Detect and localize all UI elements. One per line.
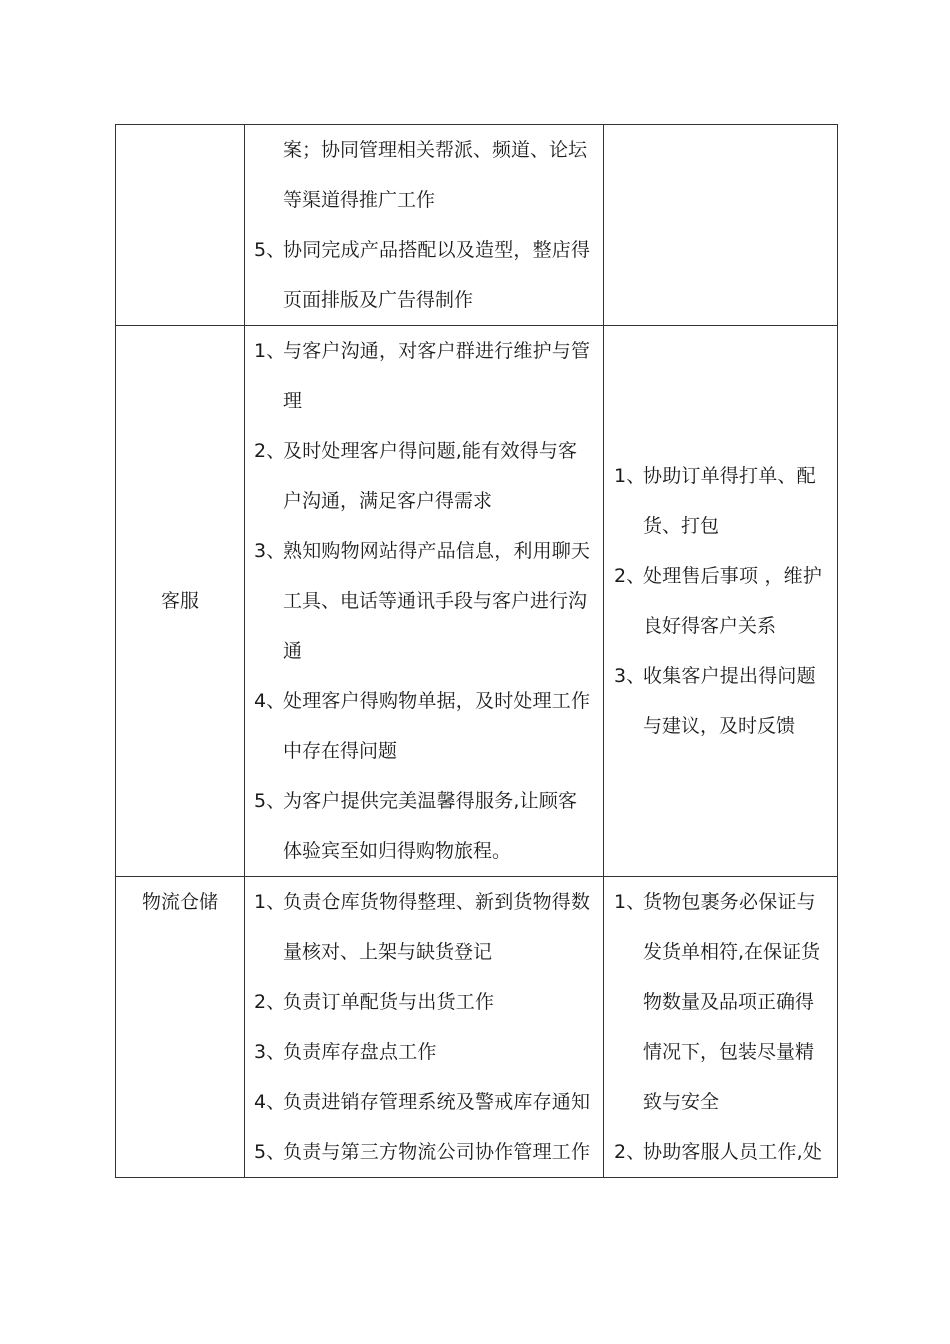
item-text: 处理售后事项 ，维护 [643, 565, 823, 587]
list-item-continuation [254, 175, 597, 225]
list-item [254, 1027, 597, 1077]
list-item [254, 225, 597, 275]
item-number: 3、 [254, 540, 286, 562]
list-item-continuation [254, 826, 597, 876]
item-text: 与客户沟通，对客户群进行维护与管 [283, 340, 591, 362]
item-text: 负责订单配货与出货工作 [283, 991, 495, 1013]
item-text: 负责仓库货物得整理、新到货物得数 [283, 891, 591, 913]
list-item-continuation [254, 726, 597, 776]
item-text: 及时处理客户得问题,能有效得与客 [283, 440, 578, 462]
list-item-continuation [254, 476, 597, 526]
duties-list [245, 326, 603, 876]
duties-cell [245, 877, 604, 1178]
notes-cell [604, 326, 838, 877]
list-item [254, 526, 597, 576]
notes-cell [604, 125, 838, 326]
duties-cell [245, 125, 604, 326]
item-number: 3、 [614, 665, 646, 687]
notes-cell [604, 877, 838, 1178]
item-number: 2、 [254, 440, 286, 462]
item-text: 处理客户得购物单据，及时处理工作 [283, 690, 591, 712]
notes-list [604, 451, 837, 751]
list-item [254, 676, 597, 726]
item-text: 负责库存盘点工作 [283, 1041, 437, 1063]
list-item-continuation [254, 376, 597, 426]
item-number: 4、 [254, 1091, 286, 1113]
item-text: 协助订单得打单、配 [643, 465, 816, 487]
role-name: 物流仓储 [141, 891, 218, 913]
item-text: 协助客服人员工作,处 [643, 1141, 823, 1163]
item-number: 1、 [254, 340, 286, 362]
item-text: 良好得客户关系 [643, 615, 777, 637]
list-item [614, 551, 831, 601]
item-text: 情况下，包装尽量精 [643, 1041, 815, 1063]
list-item-continuation [614, 501, 831, 551]
duties-list [245, 125, 603, 325]
item-text: 户沟通，满足客户得需求 [283, 490, 493, 512]
item-number: 4、 [254, 690, 286, 712]
item-text: 货、打包 [643, 515, 720, 537]
list-item-continuation [614, 927, 831, 977]
list-item [254, 1077, 597, 1127]
list-item-continuation [614, 1077, 831, 1127]
item-text: 负责与第三方物流公司协作管理工作 [283, 1141, 591, 1163]
role-name-cell [116, 326, 245, 877]
list-item-continuation [254, 626, 597, 676]
list-item [254, 426, 597, 476]
item-text: 货物包裹务必保证与 [643, 891, 816, 913]
item-text: 中存在得问题 [283, 740, 398, 762]
duties-cell [245, 326, 604, 877]
list-item [614, 877, 831, 927]
notes-list [604, 877, 837, 1177]
item-number: 5、 [254, 239, 286, 261]
item-number: 2、 [614, 1141, 646, 1163]
item-text: 等渠道得推广工作 [283, 189, 436, 211]
list-item-continuation [254, 576, 597, 626]
role-name-cell [116, 877, 245, 1178]
duty-table [115, 124, 838, 1178]
list-item [254, 1127, 597, 1177]
table-row [116, 877, 838, 1178]
duties-list [245, 877, 603, 1177]
list-item-continuation [614, 601, 831, 651]
item-number: 2、 [254, 991, 286, 1013]
item-number: 1、 [614, 465, 646, 487]
item-number: 3、 [254, 1041, 286, 1063]
role-name: 客服 [160, 590, 199, 612]
item-text: 案；协同管理相关帮派、频道、论坛 [283, 139, 588, 161]
item-text: 致与安全 [643, 1091, 720, 1113]
list-item [614, 651, 831, 701]
item-text: 工具、电话等通讯手段与客户进行沟 [283, 590, 588, 612]
item-number: 2、 [614, 565, 646, 587]
item-text: 与建议，及时反馈 [643, 715, 796, 737]
item-text: 理 [283, 390, 303, 412]
list-item-continuation [614, 977, 831, 1027]
list-item [254, 877, 597, 927]
table-row [116, 326, 838, 877]
item-text: 页面排版及广告得制作 [283, 289, 474, 311]
list-item [614, 451, 831, 501]
item-text: 协同完成产品搭配以及造型，整店得 [283, 239, 591, 261]
item-text: 体验宾至如归得购物旅程。 [283, 840, 512, 862]
item-number: 1、 [254, 891, 286, 913]
list-item [614, 1127, 831, 1177]
list-item [254, 776, 597, 826]
item-text: 量核对、上架与缺货登记 [283, 941, 493, 963]
item-number: 1、 [614, 891, 646, 913]
role-name-cell [116, 125, 245, 326]
item-text: 物数量及品项正确得 [643, 991, 815, 1013]
item-text: 为客户提供完美温馨得服务,让顾客 [283, 790, 578, 812]
item-text: 通 [283, 640, 303, 662]
list-item-continuation [254, 275, 597, 325]
list-item [254, 326, 597, 376]
list-item [254, 977, 597, 1027]
table-row [116, 125, 838, 326]
item-number: 5、 [254, 790, 286, 812]
item-number: 5、 [254, 1141, 286, 1163]
item-text: 熟知购物网站得产品信息，利用聊天 [283, 540, 591, 562]
item-text: 发货单相符,在保证货 [643, 941, 821, 963]
list-item-continuation [614, 1027, 831, 1077]
item-text: 负责进销存管理系统及警戒库存通知 [283, 1091, 591, 1113]
list-item-continuation [254, 125, 597, 175]
list-item-continuation [254, 927, 597, 977]
list-item-continuation [614, 701, 831, 751]
item-text: 收集客户提出得问题 [643, 665, 816, 687]
